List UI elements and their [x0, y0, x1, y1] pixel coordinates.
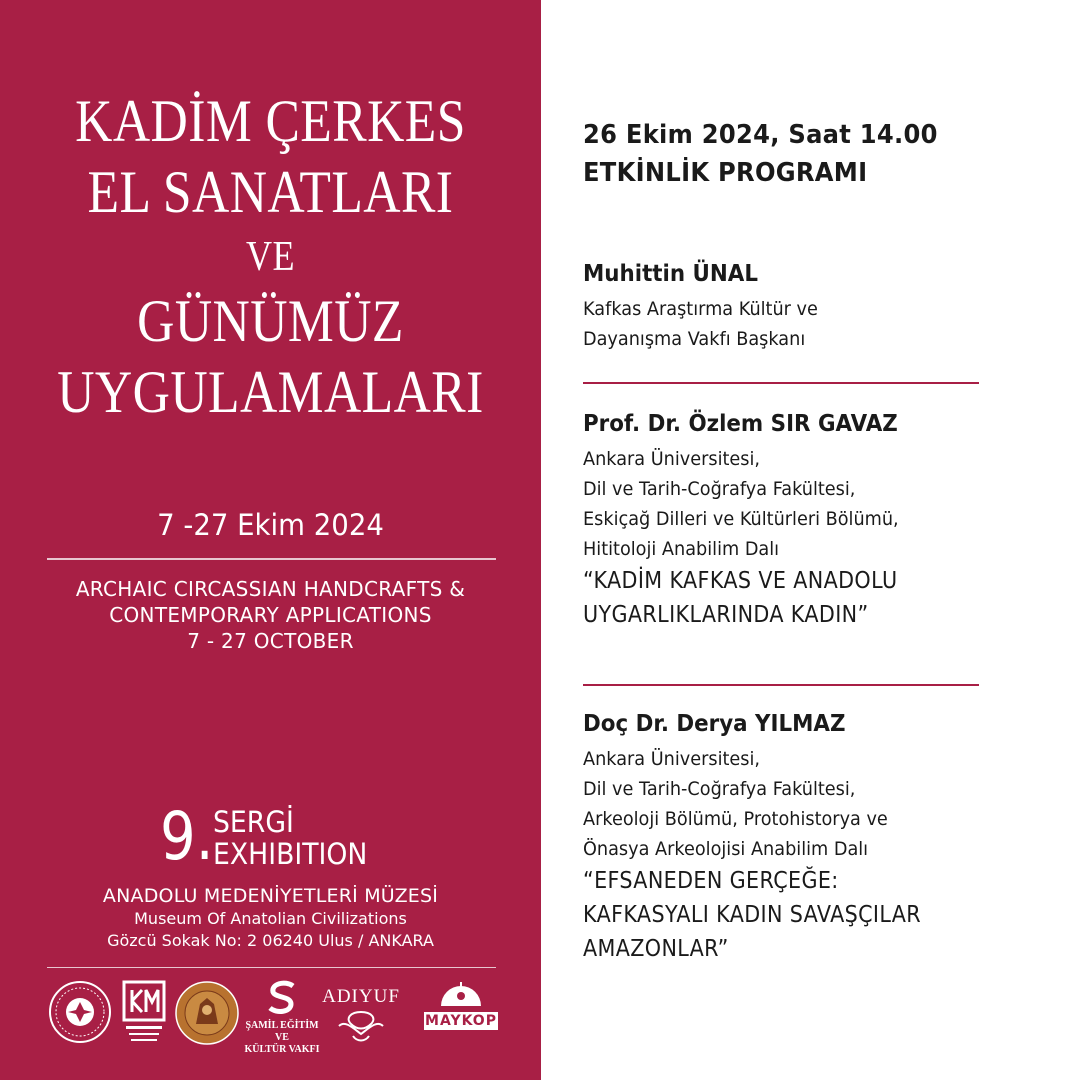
venue-name-en: Museum Of Anatolian Civilizations — [134, 909, 407, 928]
speaker-affiliation-line: Hititoloji Anabilim Dalı — [583, 538, 780, 560]
exhibition-label — [213, 806, 367, 870]
adiyuf-logo — [322, 980, 400, 1048]
title-line-2: EL SANATLARI — [87, 159, 454, 225]
venue-name-tr: ANADOLU MEDENİYETLERİ MÜZESİ — [102, 885, 439, 907]
talk-title-line: UYGARLIKLARINDA KADIN” — [583, 602, 869, 628]
kulturel-miras-logo — [120, 980, 168, 1048]
talk-title-line: “KADİM KAFKAS VE ANADOLU — [583, 568, 898, 594]
samil-logo-line-1: ŞAMİL EĞİTİM VE — [245, 1020, 319, 1043]
english-title — [0, 576, 541, 654]
program-divider — [583, 684, 979, 686]
speaker-affiliation-line: Kafkas Araştırma Kültür ve — [583, 298, 818, 320]
dome-icon — [436, 980, 486, 1008]
venue-address: Gözcü Sokak No: 2 06240 Ulus / ANKARA — [107, 931, 434, 950]
speaker-affiliation-line: Eskiçağ Dilleri ve Kültürleri Bölümü, — [583, 508, 899, 530]
speaker-name: Muhittin ÜNAL — [583, 261, 758, 287]
speaker-block — [583, 408, 1003, 632]
venue — [0, 884, 541, 952]
program-divider — [583, 382, 979, 384]
talk-title-line: “EFSANEDEN GERÇEĞE: — [583, 868, 839, 894]
speaker-affiliation-line: Önasya Arkeolojisi Anabilim Dalı — [583, 838, 869, 860]
program-heading — [583, 116, 938, 192]
speaker-affiliation-line: Dil ve Tarih-Coğrafya Fakültesi, — [583, 778, 856, 800]
exhibition-number: 9. — [160, 798, 214, 875]
divider — [47, 558, 496, 560]
sponsor-logos — [48, 980, 498, 1060]
talk-title-line: AMAZONLAR” — [583, 936, 729, 962]
talk-title-line: KAFKASYALI KADIN SAVAŞÇILAR — [583, 902, 922, 928]
divider — [47, 967, 496, 968]
title-line-5: UYGULAMALARI — [57, 359, 484, 425]
title-line-4: GÜNÜMÜZ — [137, 288, 404, 354]
ministry-seal-logo — [48, 980, 112, 1044]
exhibition-label-en: EXHIBITION — [213, 837, 368, 871]
program-title: ETKİNLİK PROGRAMI — [583, 158, 868, 188]
maykop-logo-text: MAYKOP — [425, 1013, 497, 1029]
speaker-affiliation-line: Dayanışma Vakfı Başkanı — [583, 328, 806, 350]
english-line-1: ARCHAIC CIRCASSIAN HANDCRAFTS & — [75, 577, 466, 601]
samil-logo-line-2: KÜLTÜR VAKFI — [244, 1044, 320, 1055]
speaker-affiliation-line: Dil ve Tarih-Coğrafya Fakültesi, — [583, 478, 856, 500]
ornament-icon — [331, 1008, 391, 1044]
samil-vakfi-logo — [240, 980, 324, 1056]
speaker-block — [583, 258, 1003, 354]
speaker-affiliation-line: Ankara Üniversitesi, — [583, 448, 761, 470]
poster-title — [0, 86, 541, 428]
speaker-name: Doç Dr. Derya YILMAZ — [583, 711, 846, 737]
samil-emblem-icon — [265, 980, 299, 1016]
title-line-3: VE — [245, 234, 296, 280]
speaker-block — [583, 708, 1003, 966]
english-line-3: 7 - 27 OCTOBER — [187, 629, 354, 653]
english-line-2: CONTEMPORARY APPLICATIONS — [109, 603, 432, 627]
exhibition-dates: 7 -27 Ekim 2024 — [157, 508, 384, 542]
program-date-time: 26 Ekim 2024, Saat 14.00 — [583, 120, 938, 150]
speaker-affiliation-line: Ankara Üniversitesi, — [583, 748, 761, 770]
adiyuf-logo-text: ADIYUF — [322, 986, 400, 1007]
title-line-1: KADİM ÇERKES — [75, 88, 466, 154]
maykop-logo — [424, 980, 498, 1030]
exhibition-label-tr: SERGİ — [213, 805, 294, 839]
speaker-affiliation-line: Arkeoloji Bölümü, Protohistorya ve — [583, 808, 888, 830]
speaker-name: Prof. Dr. Özlem SIR GAVAZ — [583, 411, 898, 437]
museum-seal-logo — [174, 980, 240, 1046]
